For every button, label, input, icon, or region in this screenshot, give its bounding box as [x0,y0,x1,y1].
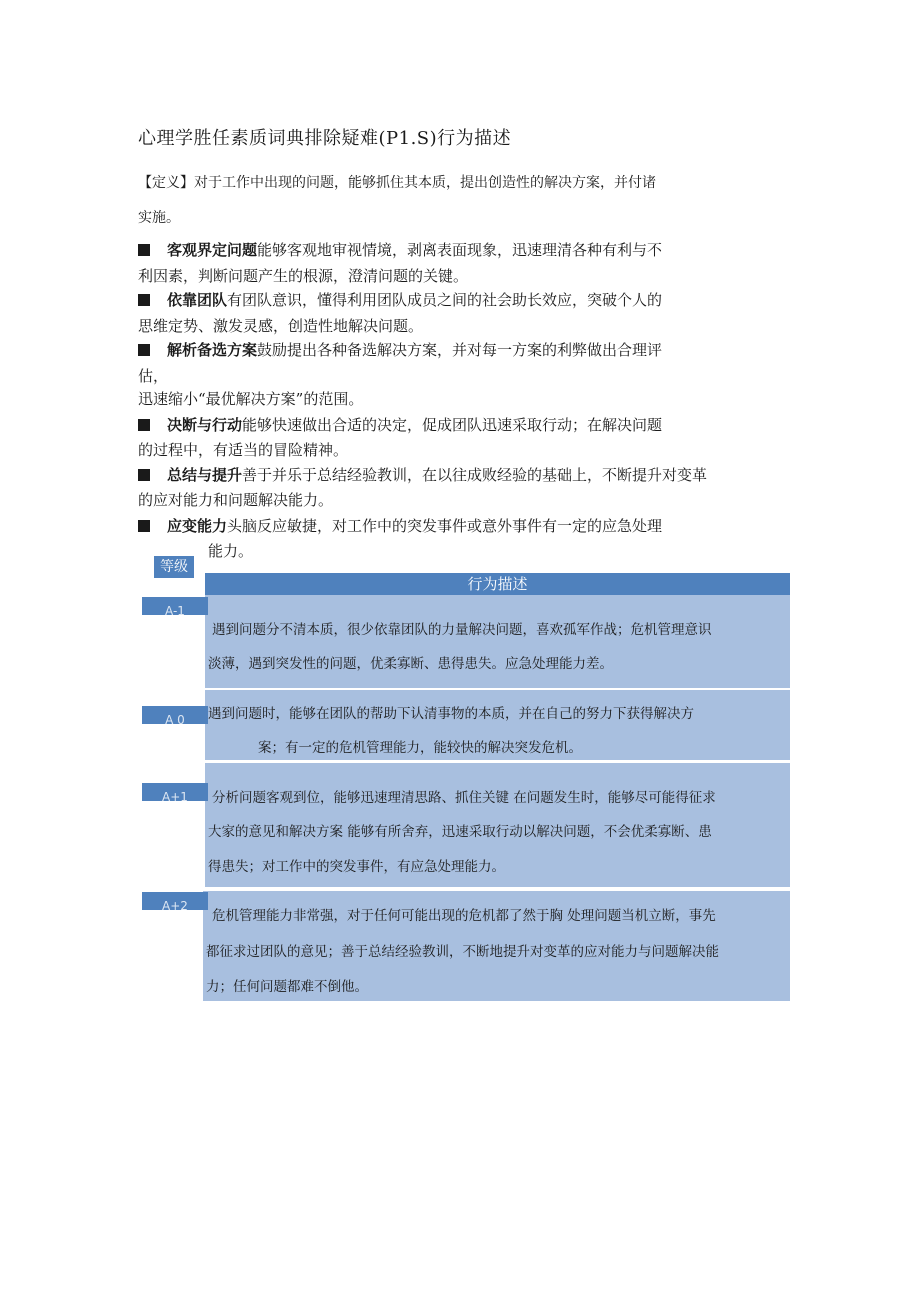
level-tag: A-1 [142,597,208,615]
item-text: 能够客观地审视情境，剥离表面现象，迅速理清各种有利与不 [257,241,663,259]
level-tag: A+2 [142,892,208,910]
item-continuation: 能力。 [208,542,254,560]
item-continuation: 的应对能力和问题解决能力。 [138,491,334,509]
table-cell-line: 大家的意见和解决方案 能够有所舍弃，迅速采取行动以解决问题，不会优柔寡断、患 [208,824,712,840]
item-team-reliance [138,290,662,310]
page-title: 心理学胜任素质词典排除疑难(P1.S)行为描述 [138,128,512,149]
item-continuation: 利因素，判断问题产生的根源，澄清问题的关键。 [138,267,469,285]
table-cell-line: 淡薄，遇到突发性的问题，优柔寡断、患得患失。应急处理能力差。 [208,656,613,672]
table-cell-line: 得患失；对工作中的突发事件，有应急处理能力。 [208,859,505,875]
item-decision-action [138,415,662,435]
item-adaptability [138,516,662,536]
item-text: 善于并乐于总结经验教训，在以往成败经验的基础上，不断提升对变革 [242,466,708,484]
bullet-square-icon [138,520,150,532]
item-continuation: 迅速缩小“最优解决方案”的范围。 [138,390,364,408]
item-label: 依靠团队 [167,291,228,309]
table-cell-line: 力；任何问题都难不倒他。 [206,979,368,995]
table-cell-line: 案；有一定的危机管理能力，能较快的解决突发危机。 [258,740,582,756]
item-text: 有团队意识，懂得利用团队成员之间的社会助长效应，突破个人的 [227,291,663,309]
table-cell-line: 遇到问题时，能够在团队的帮助下认清事物的本质，并在自己的努力下获得解决方 [208,706,694,722]
level-tag: A+1 [142,783,208,801]
item-label: 总结与提升 [167,466,243,484]
item-label: 决断与行动 [167,416,243,434]
bullet-square-icon [138,294,150,306]
behavior-description-header: 行为描述 [205,573,790,595]
bullet-square-icon [138,344,150,356]
table-cell-line: 危机管理能力非常强，对于任何可能出现的危机都了然于胸 处理问题当机立断，事先 [212,908,716,924]
item-continuation: 估， [138,367,169,385]
item-objective-definition [138,240,662,260]
item-continuation: 思维定势、激发灵感，创造性地解决问题。 [138,317,424,335]
table-cell-line: 分析问题客观到位，能够迅速理清思路、抓住关键 在问题发生时，能够尽可能得征求 [212,790,716,806]
bullet-square-icon [138,244,150,256]
bullet-square-icon [138,419,150,431]
level-header: 等级 [154,556,194,578]
table-cell-line: 遇到问题分不清本质，很少依靠团队的力量解决问题，喜欢孤军作战；危机管理意识 [212,622,712,638]
item-summary-improvement [138,465,707,485]
item-text: 能够快速做出合适的决定，促成团队迅速采取行动；在解决问题 [242,416,663,434]
definition-line-2: 实施。 [138,210,180,226]
table-cell-line: 都征求过团队的意见；善于总结经验教训，不断地提升对变革的应对能力与问题解决能 [206,944,719,960]
bullet-square-icon [138,469,150,481]
item-alternative-analysis [138,340,662,360]
item-label: 客观界定问题 [167,241,258,259]
table-row [205,595,790,688]
item-label: 应变能力 [167,517,228,535]
level-tag: A 0 [142,706,208,724]
definition-line-1: 【定义】对于工作中出现的问题，能够抓住其本质，提出创造性的解决方案，并付诸 [138,175,656,191]
item-text: 头脑反应敏捷，对工作中的突发事件或意外事件有一定的应急处理 [227,517,663,535]
item-continuation: 的过程中，有适当的冒险精神。 [138,441,349,459]
item-text: 鼓励提出各种备选解决方案，并对每一方案的利弊做出合理评 [257,341,663,359]
item-label: 解析备选方案 [167,341,258,359]
